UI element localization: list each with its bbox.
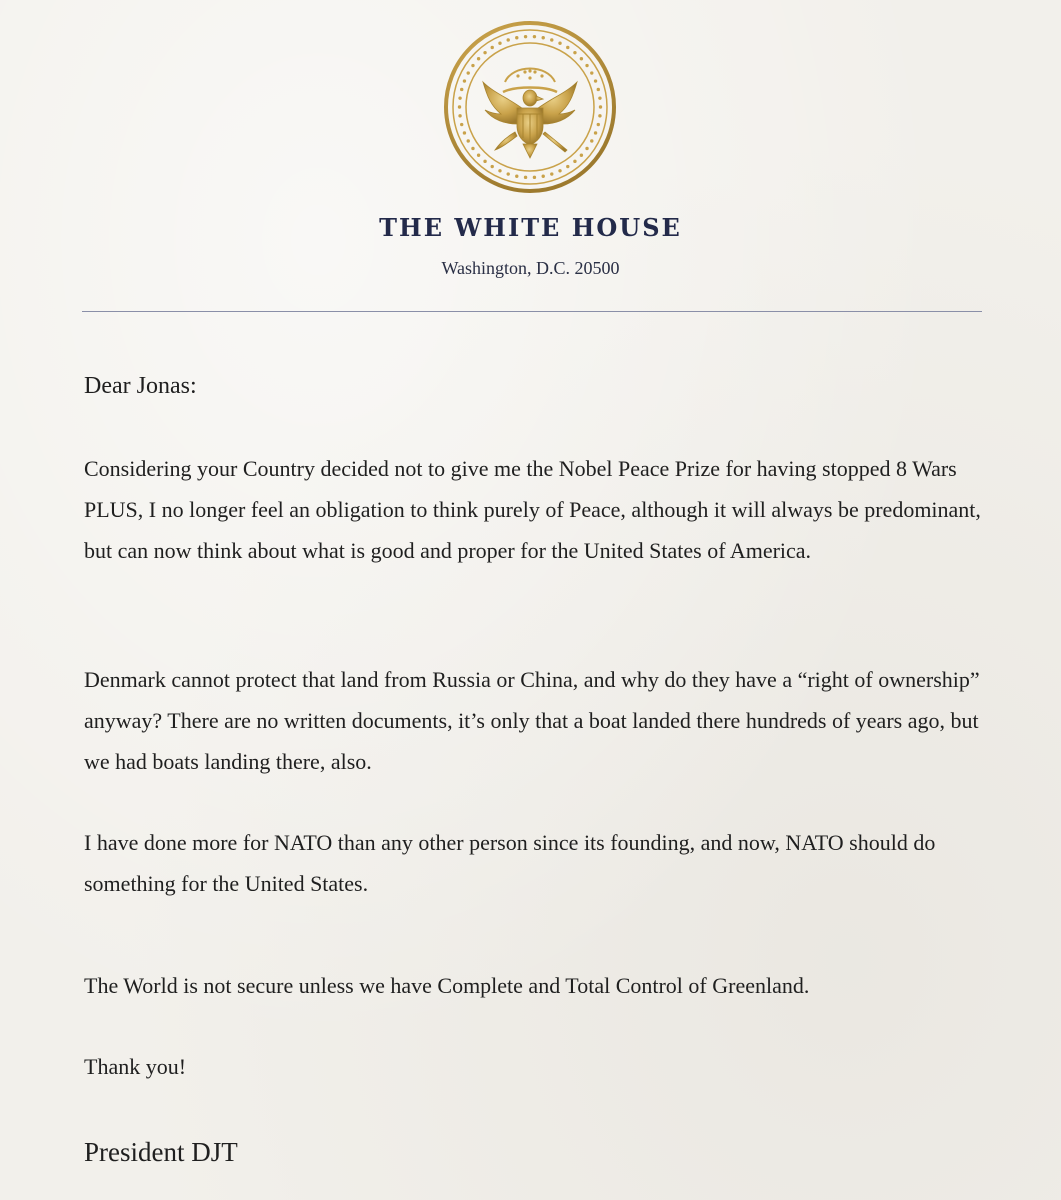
paragraph-1: Considering your Country decided not to give me the Nobel Peace Prize for having stopped 8 Wars PLUS, I no longer feel an obligation to think purely of Peace, although it will always be predominant, but can now think about what is good and proper for the United States of America. bbox=[84, 456, 981, 563]
salutation: Dear Jonas: bbox=[84, 373, 197, 399]
signature: President DJT bbox=[84, 1137, 238, 1167]
paragraph-4: The World is not secure unless we have Complete and Total Control of Greenland. bbox=[84, 973, 810, 998]
presidential-seal-icon bbox=[443, 20, 617, 194]
paragraph-3: I have done more for NATO than any other person since its founding, and now, NATO should do something for the United States. bbox=[84, 830, 936, 896]
letterhead-divider bbox=[82, 311, 982, 312]
letterhead-title: THE WHITE HOUSE bbox=[379, 213, 682, 242]
letterhead-address: Washington, D.C. 20500 bbox=[441, 258, 620, 278]
closing: Thank you! bbox=[84, 1054, 187, 1079]
paragraph-2: Denmark cannot protect that land from Russia or China, and why do they have a “right of ownership” anyway? There are no written documents, it’s only that a boat landed there hundreds of years ago, but we had boats landing there, also. bbox=[84, 667, 980, 774]
